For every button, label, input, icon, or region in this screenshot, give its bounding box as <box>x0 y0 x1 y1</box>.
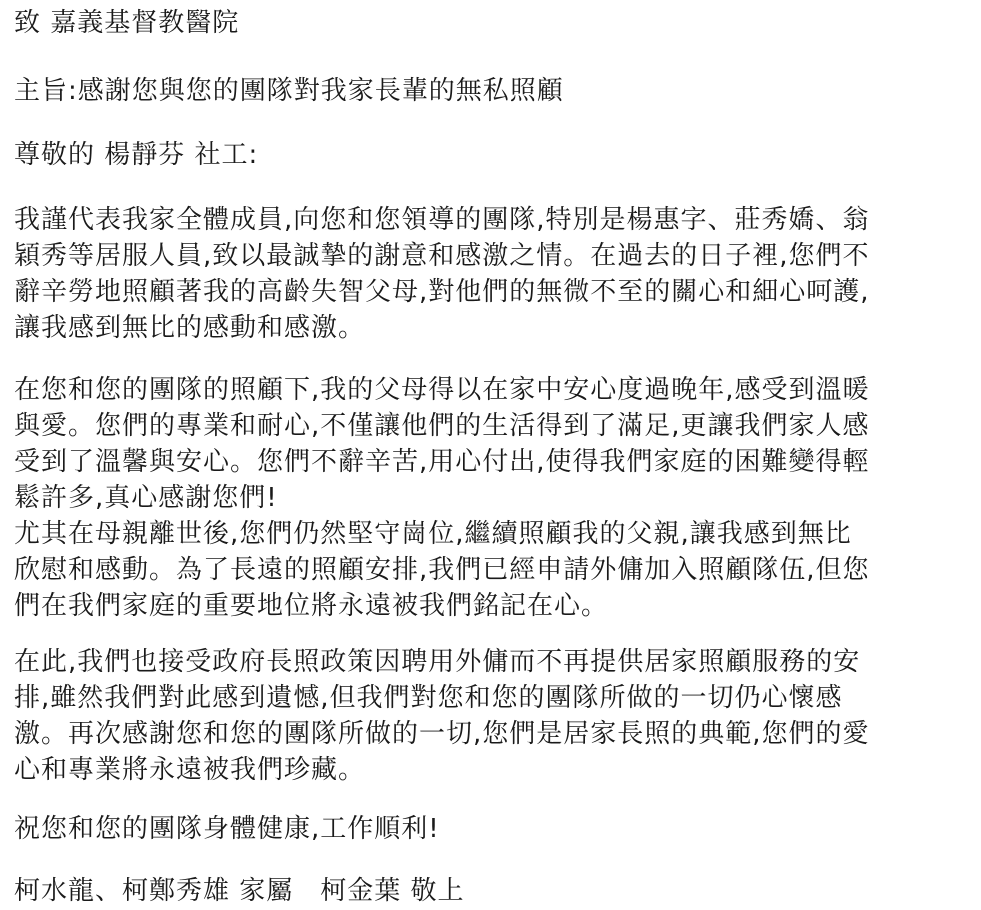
letter-line: 尤其在母親離世後,您們仍然堅守崗位,繼續照顧我的父親,讓我感到無比 <box>14 519 852 549</box>
letter-line: 受到了溫馨與安心。您們不辭辛苦,用心付出,使得我們家庭的困難變得輕 <box>14 447 870 477</box>
recipient-line: 致 嘉義基督教醫院 <box>14 8 240 38</box>
letter-line: 在此,我們也接受政府長照政策因聘用外傭而不再提供居家照顧服務的安 <box>14 647 861 677</box>
letter-line: 激。再次感謝您和您的團隊所做的一切,您們是居家長照的典範,您們的愛 <box>14 719 870 749</box>
letter-line: 讓我感到無比的感動和感激。 <box>14 313 366 343</box>
signature-line: 柯水龍、柯鄭秀雄 家屬 柯金葉 敬上 <box>14 876 465 906</box>
letter-line: 在您和您的團隊的照顧下,我的父母得以在家中安心度過晚年,感受到溫暖 <box>14 375 870 405</box>
paragraph-gratitude <box>14 202 971 346</box>
paragraph-policy-acceptance <box>14 644 971 788</box>
subject-line: 主旨:感謝您與您的團隊對我家長輩的無私照顧 <box>14 76 564 106</box>
letter-line: 我謹代表我家全體成員,向您和您領導的團隊,特別是楊惠字、莊秀嬌、翁 <box>14 205 870 235</box>
letter-line: 們在我們家庭的重要地位將永遠被我們銘記在心。 <box>14 591 609 621</box>
closing-wishes-line: 祝您和您的團隊身體健康,工作順利! <box>14 814 440 844</box>
letter-line: 心和專業將永遠被我們珍藏。 <box>14 755 366 785</box>
letter-line: 欣慰和感動。為了長遠的照顧安排,我們已經申請外傭加入照顧隊伍,但您 <box>14 555 870 585</box>
letter-line: 穎秀等居服人員,致以最誠摯的謝意和感激之情。在過去的日子裡,您們不 <box>14 241 870 271</box>
paragraph-after-mother-passing <box>14 516 971 624</box>
salutation-line: 尊敬的 楊靜芬 社工: <box>14 140 259 170</box>
letter-line: 排,雖然我們對此感到遺憾,但我們對您和您的團隊所做的一切仍心懷感 <box>14 683 843 713</box>
letter-line: 辭辛勞地照顧著我的高齡失智父母,對他們的無微不至的關心和細心呵護, <box>14 277 870 307</box>
letter-line: 與愛。您們的專業和耐心,不僅讓他們的生活得到了滿足,更讓我們家人感 <box>14 411 870 441</box>
letter-line: 鬆許多,真心感謝您們! <box>14 483 278 513</box>
paragraph-care-impact <box>14 372 971 516</box>
